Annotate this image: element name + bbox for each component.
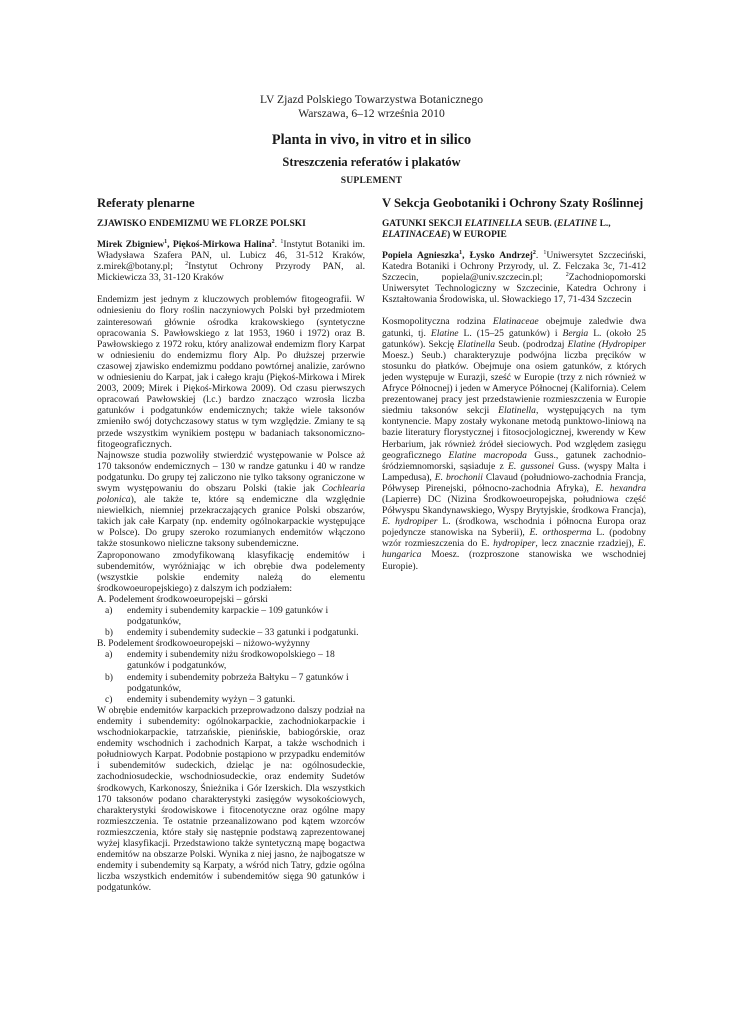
- right-column: [382, 196, 646, 572]
- paragraph-2-text-a: Najnowsze studia pozwoliły stwierdzić występowanie w Polsce aż 170 taksonów endemicznych – 130 w randze gatunku i 40 w randze podgatunku. Do grupy tej zaliczono nie tylko taksony ograniczone w swym występowaniu do obszaru Polski (takie jak: [97, 449, 365, 494]
- body-text: , lecz znacznie rzadziej),: [535, 538, 638, 550]
- conference-place-date: Warszawa, 6–12 września 2010: [298, 107, 445, 120]
- species-name: Elatine macropoda: [448, 449, 527, 461]
- list-item: [97, 649, 365, 671]
- left-column: [97, 196, 365, 893]
- body-text: Moesz. (rozproszone stanowiska we wschodniej Europie).: [382, 549, 646, 572]
- author-1-sup: 1: [459, 249, 463, 256]
- species-name: E. hungarica: [382, 538, 647, 561]
- list-text: endemity i subendemity sudeckie – 33 gatunki i podgatunki.: [127, 627, 359, 639]
- body-text: Moesz.) Seub.) charakteryzuje podwójna liczba pręcików w stosunku do płatków. Obejmuje ona osiem gatunków, z których jeden występuje w Eurazji, sześć w Europie (trzy z nich również w Afryce Północnej) i jeden w Ameryce Północnej (Kalifornia). Celem prezentowanej pracy jest przedstawienie rozmieszczenia w Europie siedmiu taksonów sekcji: [382, 349, 647, 417]
- title-italic-3: ELATINACEAE: [382, 230, 448, 240]
- author-1-sup: 1: [164, 238, 168, 245]
- author-affiliations: [97, 239, 365, 283]
- species-name: Elatine: [430, 327, 459, 339]
- body-text: L. (około 25 gatunków). Sekcję: [382, 327, 646, 350]
- body-text: L. (środkowa, wschodnia i północna Europa oraz pojedyncze stanowiska na Syberii),: [382, 516, 646, 539]
- title-italic-1: ELATINELLA: [464, 219, 523, 229]
- abstract-title-elatinella: [382, 219, 646, 241]
- affil-1-sup: 1: [543, 249, 547, 256]
- list-text: endemity i subendemity niżu środkowopolskiego – 18 gatunków i podgatunków,: [127, 649, 335, 672]
- species-name: Bergia: [562, 327, 589, 339]
- paragraph-2-text-b: ), ale także te, które są endemiczne dla względnie niewielkich, niemniej przekraczających granice Polski obszarów, takich jak całe Karpaty (np. endemity ogólnokarpackie występujące w Polsce). Do grupy szeroko rozumianych endemitów włączono także stosunkowo nieliczne taksony subendemiczne.: [97, 494, 365, 550]
- list-marker: a): [105, 649, 113, 661]
- title-part-c: L.,: [597, 219, 611, 229]
- species-name: E. orthosperma: [529, 527, 592, 539]
- body-text: Kosmopolityczna rodzina: [382, 316, 493, 328]
- list-marker: a): [105, 605, 113, 616]
- group-a-heading: A. Podelement środkowoeuropejski – górski: [97, 593, 268, 605]
- paragraph-3: Zaproponowano zmodyfikowaną klasyfikację endemitów i subendemitów, wyróżniając w ich obrębie dwa podelementy (wszystkie polskie endemity należą do elementu środkowoeuropejskiego) z dalszym ich podziałem:: [97, 549, 365, 594]
- species-name: Elatinella: [457, 338, 496, 350]
- list-item: [97, 627, 365, 638]
- body-text: Seub. (podrodzaj: [495, 338, 568, 350]
- title-part-d: ) W EUROPIE: [447, 230, 507, 240]
- list-marker: b): [105, 627, 113, 639]
- body-text: obejmuje zaledwie dwa gatunki, tj.: [382, 316, 646, 339]
- proceedings-subtitle: Streszczenia referatów i plakatów: [282, 155, 461, 169]
- affil-dot: .: [274, 239, 281, 250]
- affiliation-2: Zachodniopomorski Uniwersytet Technologiczny w Szczecinie, Katedra Ochrony i Kształtowania Środowiska, ul. Słowackiego 17, 71-434 Szczecin: [382, 272, 646, 306]
- title-part-b: SEUB. (: [522, 219, 558, 229]
- list-text: endemity i subendemity pobrzeża Bałtyku – 7 gatunków i podgatunków,: [127, 671, 349, 694]
- author-2-sup: 2: [271, 238, 275, 245]
- author-2-sup: 2: [532, 249, 536, 256]
- affil-2-sup: 2: [185, 261, 189, 267]
- body-text: , występujących na tym kontynencie. Mapy zostały wykonane metodą punktowo-liniową na bazie literatury florystycznej i fitosocjologicznej, kwerendy w Kew Herbarium, jak również źródeł sieciowych. Pod względem zasięgu geograficznego: [382, 405, 646, 461]
- author-2: Łysko Andrzej: [469, 250, 533, 261]
- affiliation-1: Uniwersytet Szczeciński, Katedra Botaniki i Ochrony Przyrody, ul. Z. Felczaka 3c, 71-412 Szczecin, popiela@univ.szczecin.pl;: [382, 250, 647, 284]
- proceedings-title: Planta in vivo, in vitro et in silico: [271, 132, 472, 148]
- list-text: endemity i subendemity karpackie – 109 gatunków i podgatunków,: [127, 605, 329, 628]
- title-italic-2: ELATINE: [557, 219, 598, 229]
- section-heading-plenary: Referaty plenarne: [97, 196, 195, 210]
- paragraph-elatinella: [382, 316, 646, 571]
- author-sep: ,: [167, 239, 173, 250]
- species-name: E. hydropiper: [382, 516, 438, 528]
- body-text: L. (podobny wzór rozmieszczenia do E.: [382, 527, 646, 550]
- abstract-body-endemism: [97, 294, 365, 893]
- body-text: Guss., gatunek zachodnio-śródziemnomorski, sąsiaduje z: [382, 449, 646, 472]
- species-name: E. hexandra: [595, 482, 646, 494]
- author-affiliations-right: [382, 250, 646, 305]
- body-text: (Lapierre) DC (Nizina Środkowoeuropejska, południowa część Półwyspu Skandynawskiego, Wyspy Brytyjskie, środkowa Francja),: [382, 493, 646, 517]
- group-a-list: [97, 605, 365, 638]
- affiliation-2: Instytut Ochrony Przyrody PAN, al. Mickiewicza 33, 31-120 Kraków: [97, 261, 365, 284]
- affil-dot: .: [535, 250, 544, 261]
- species-name: Elatinella: [498, 405, 536, 417]
- author-1: Popiela Agnieszka: [382, 250, 460, 261]
- author-sep: ,: [462, 250, 470, 261]
- list-text: endemity i subendemity wyżyn – 3 gatunki.: [127, 693, 296, 705]
- title-part-a: GATUNKI SEKCJI: [382, 219, 465, 229]
- body-text: Clavaud (południowo-zachodnia Francja, Półwysep Pirenejski, północno-zachodnia Afryka),: [382, 471, 646, 494]
- body-text: L. (15–25 gatunków) i: [458, 327, 563, 339]
- supplement-label: SUPLEMENT: [340, 175, 403, 186]
- list-item: [97, 605, 365, 627]
- list-marker: b): [105, 671, 113, 683]
- paragraph-2: [97, 450, 365, 550]
- group-b-heading: B. Podelement środkowoeuropejski – niżowo-wyżynny: [97, 638, 310, 650]
- species-name: Elatine (Hydropiper: [567, 338, 646, 350]
- list-item: [97, 694, 365, 705]
- species-name: Elatinaceae: [492, 316, 539, 328]
- affiliation-1: Instytut Botaniki im. Władysława Szafera PAN, ul. Lubicz 46, 31-512 Kraków, z.mirek@botany.pl;: [97, 239, 365, 273]
- abstract-title-endemism: ZJAWISKO ENDEMIZMU WE FLORZE POLSKI: [97, 219, 306, 229]
- species-name: Cochlearia polonica: [97, 482, 365, 506]
- affil-1-sup: 1: [280, 238, 284, 245]
- paragraph-1: Endemizm jest jednym z kluczowych problemów fitogeografii. W odniesieniu do flory roślin naczyniowych Polski był przedmiotem zainteresowań głównie ośrodka krakowskiego (syntetyczne opracowania S. Pawłowskiego z lat 1953, 1960 i 1972) oraz B. Pawłowskiego z 1972 roku, który analizował endemizm flory Karpat w odniesieniu do endemizmu flory Alp. Po dłuższej przerwie czasowej zjawisko endemizmu poddano powtórnej analizie, zarówno w odniesieniu do Karpat, jak i całego kraju (Piękoś-Mirkowa i Mirek 2003, 2009; Mirek i Piękoś-Mirkowa 2009). Od czasu pierwszych opracowań Pawłowskiej (l.c.) bardzo znacząco wzrosła liczba gatunków i podgatunków endemicznych; także wiele taksonów zmieniło swój dotychczasowy status w tym względzie. Zmiany te są przede wszystkim wynikiem postępu w badaniach taksonomiczno-fitogeograficznych.: [97, 294, 365, 450]
- section-heading-geobotany: V Sekcja Geobotaniki i Ochrony Szaty Roślinnej: [382, 196, 644, 210]
- abstract-body-elatinella: [382, 316, 646, 571]
- list-marker: c): [105, 693, 113, 705]
- species-name: hydropiper: [493, 538, 536, 550]
- species-name: E. gussonei: [508, 460, 555, 472]
- list-item: [97, 672, 365, 694]
- species-name: E. brochonii: [434, 471, 483, 483]
- paragraph-4: W obrębie endemitów karpackich przeprowadzono dalszy podział na endemity i subendemity: ogólnokarpackie, zachodniokarpackie i wschodniokarpackie, tatrzańskie, pienińskie, babiogórskie, oraz endemity wschodnich i zachodnich Karpat, a także wschodnich i południowych Karpat. Podobnie postąpiono w przypadku endemitów i subendemitów sudeckich, dzieląc je na: ogólnosudeckie, zachodniosudeckie, wschodniosudeckie, oraz endemity Sudetów środkowych, Karkonoszy, Śnieżnika i Gór Izerskich. Dla wszystkich 170 taksonów podano charakterystyki zasięgów wysokościowych, charakterystyki środowiskowe i fitocenotyczne oraz ogólne mapy rozmieszczenia. Te ostatnie przeanalizowano pod kątem wzorców rozmieszczenia, które stały się następnie podstawą zaprezentowanej wyżej klasyfikacji. Przedstawiono także syntetyczną mapę bogactwa endemitów na obszarze Polski. Wynika z niej jasno, że najbogatsze w endemity i subendemity są Karpaty, a wśród nich Tatry, gdzie ogólna liczba wszystkich endemitów i subendemitów sięga 90 gatunków i podgatunków.: [97, 704, 365, 894]
- author-1: Mirek Zbigniew: [97, 239, 165, 250]
- conference-header: [0, 93, 743, 186]
- conference-name: LV Zjazd Polskiego Towarzystwa Botanicznego: [259, 93, 484, 106]
- affil-2-sup: 2: [565, 272, 569, 278]
- author-2: Piękoś-Mirkowa Halina: [172, 239, 272, 250]
- group-b-list: [97, 649, 365, 704]
- body-text: Guss. (wyspy Malta i Lampedusa),: [382, 460, 646, 483]
